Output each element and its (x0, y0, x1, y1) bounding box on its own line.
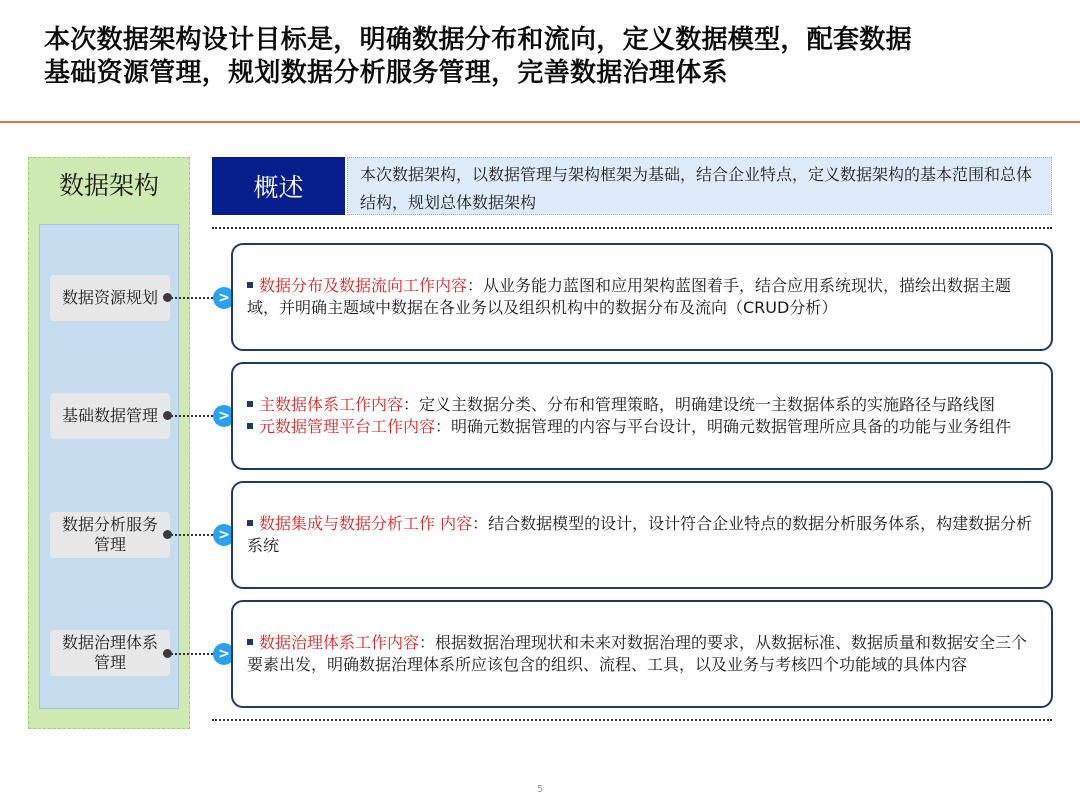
card-text: ：明确元数据管理的内容与平台设计，明确元数据管理所应具备的功能与业务组件 (435, 417, 1012, 436)
connector-line (171, 534, 213, 536)
bullet-icon (247, 401, 253, 407)
card-highlight: 元数据管理平台工作内容 (259, 417, 436, 436)
content-card-data-governance (231, 600, 1053, 708)
sidebar-item-data-analysis-service: 数据分析服务管理 (50, 512, 170, 558)
bullet-icon (247, 423, 253, 429)
sidebar-item-data-resource-planning: 数据资源规划 (50, 275, 170, 321)
dotted-divider-top (212, 227, 1052, 229)
content-card-master-data (231, 362, 1053, 470)
card-text: ：根据数据治理现状和未来对数据治理的要求，从数据标准、数据质量和数据安全三个要素出发，明确数据治理体系所应该包含的组织、流程、工具，以及业务与考核四个功能域的具体内容 (247, 633, 1028, 674)
arrow-right-icon: > (213, 643, 235, 665)
sidebar-item-basic-data-management: 基础数据管理 (50, 393, 170, 439)
bullet-icon (247, 520, 253, 526)
arrow-right-icon: > (213, 405, 235, 427)
page-title-line-2: 基础资源管理，规划数据分析服务管理，完善数据治理体系 (44, 58, 728, 88)
bullet-icon (247, 639, 253, 645)
content-card-data-distribution (231, 243, 1053, 351)
sidebar-title: 数据架构 (58, 171, 159, 200)
card-entry (247, 394, 1037, 416)
dotted-divider-bottom (212, 719, 1052, 721)
card-highlight: 主数据体系工作内容 (259, 395, 404, 414)
overview-text: 本次数据架构，以数据管理与架构框架为基础，结合企业特点，定义数据架构的基本范围和总体结构，规划总体数据架构 (347, 157, 1052, 215)
card-entry (247, 513, 1037, 557)
overview-label: 概述 (212, 157, 345, 215)
card-text: ：从业务能力蓝图和应用架构蓝图着手，结合应用系统现状，描绘出数据主题域，并明确主题域中数据在各业务以及组织机构中的数据分布及流向（CRUD分析） (247, 276, 1012, 317)
card-highlight: 数据集成与数据分析工作 内容 (259, 514, 473, 533)
card-entry (247, 632, 1037, 676)
connector-line (171, 653, 213, 655)
page-title-line-1: 本次数据架构设计目标是，明确数据分布和流向，定义数据模型，配套数据 (44, 25, 912, 55)
card-highlight: 数据分布及数据流向工作内容 (259, 276, 468, 295)
card-entry (247, 416, 1037, 438)
connector-line (171, 297, 213, 299)
card-entry (247, 275, 1037, 319)
connector-line (171, 415, 213, 417)
card-highlight: 数据治理体系工作内容 (259, 633, 420, 652)
content-card-data-analysis (231, 481, 1053, 589)
page-title (44, 24, 1054, 90)
page-number: 5 (536, 784, 544, 795)
card-text: ：结合数据模型的设计，设计符合企业特点的数据分析服务体系，构建数据分析系统 (247, 514, 1033, 555)
bullet-icon (247, 282, 253, 288)
card-text: ：定义主数据分类、分布和管理策略，明确建设统一主数据体系的实施路径与路线图 (403, 395, 996, 414)
title-divider (0, 121, 1080, 123)
sidebar-item-data-governance: 数据治理体系管理 (50, 630, 170, 676)
arrow-right-icon: > (213, 524, 235, 546)
arrow-right-icon: > (213, 287, 235, 309)
